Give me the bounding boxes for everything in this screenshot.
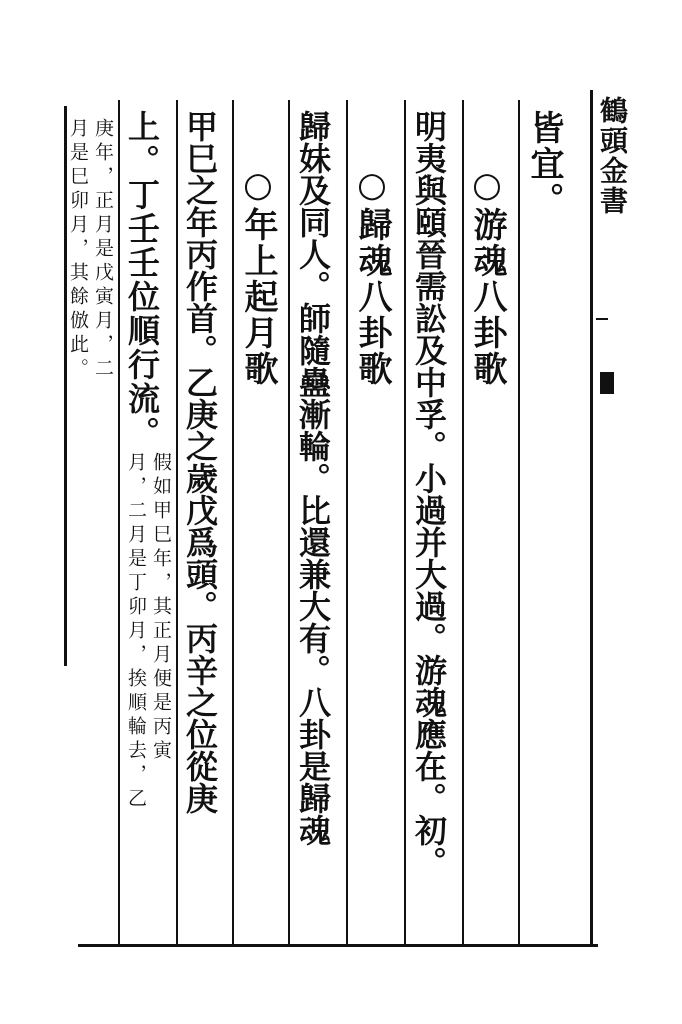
margin-mark: [600, 372, 614, 394]
column-rule: [288, 100, 290, 946]
text-column-3: 明夷與頤晉需訟及中孚。小過并大過。游魂應在。初。: [410, 110, 448, 878]
column-rule: [118, 100, 120, 946]
column-rule: [232, 100, 234, 946]
annotation-line-2: 月，二月是丁卯月，挨順輪去，乙: [125, 452, 147, 812]
bottom-border: [78, 944, 598, 947]
text-column-5: 歸妹及同人。師隨蠱漸輪。比還兼大有。八卦是歸魂: [294, 110, 332, 846]
column-rule: [462, 100, 464, 946]
column-rule: [176, 100, 178, 946]
column-rule: [518, 100, 520, 946]
margin-title: 鶴頭金書: [596, 96, 629, 216]
annotation-line-1: 假如甲巳年，其正月便是丙寅: [150, 452, 172, 764]
text-column-2: ○游魂八卦歌: [467, 165, 507, 387]
column-rule: [404, 100, 406, 946]
column-rule: [346, 100, 348, 946]
margin-mark: [596, 318, 608, 320]
text-column-1: 皆宜。: [524, 110, 564, 218]
text-column-7: 甲巳之年丙作首。乙庚之歲戊爲頭。丙辛之位從庚: [181, 110, 219, 814]
annotation-line-3: 庚年，正月是戊寅月，二: [92, 118, 114, 382]
right-border: [590, 90, 593, 946]
annotation-line-4: 月是巳卯月，其餘倣此。: [67, 118, 89, 382]
text-column-6: ○年上起月歌: [238, 165, 278, 387]
text-column-4: ○歸魂八卦歌: [352, 165, 392, 387]
text-column-8: 上。丁壬壬位順行流。: [123, 110, 161, 450]
